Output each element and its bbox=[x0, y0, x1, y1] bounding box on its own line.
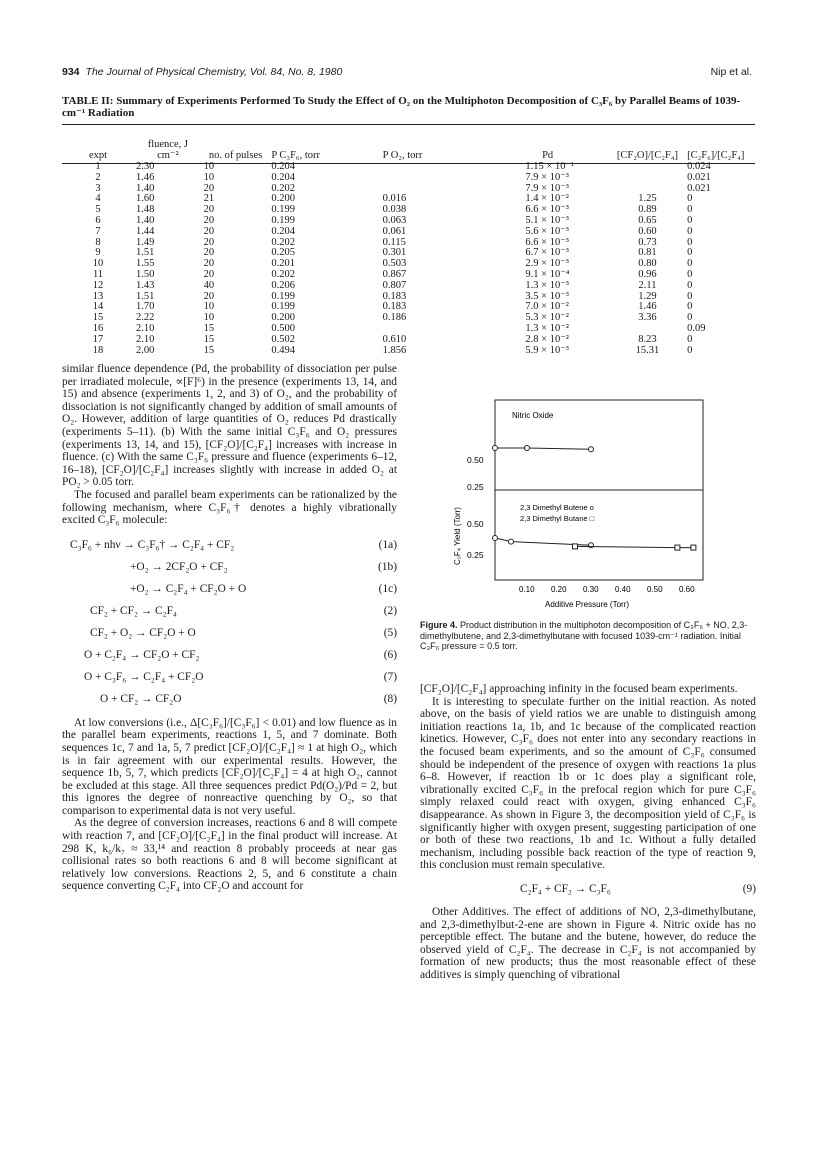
bottom-ytick-050: 0.50 bbox=[467, 519, 484, 529]
table-cell: 3 bbox=[95, 182, 101, 194]
table-cell: 0.183 bbox=[382, 290, 407, 302]
table-cell: 20 bbox=[203, 214, 215, 226]
table-cell: 0.021 bbox=[687, 171, 711, 183]
table-cell: 0.503 bbox=[382, 258, 407, 270]
table-cell: 0.199 bbox=[271, 301, 295, 313]
table-cell: 0 bbox=[687, 312, 693, 324]
table-cell: 0.89 bbox=[638, 204, 657, 216]
table-cell: 0.115 bbox=[382, 236, 406, 248]
table-cell: 2.8 × 10⁻² bbox=[525, 333, 569, 345]
equation bbox=[70, 623, 397, 645]
table-cell: 5 bbox=[95, 204, 101, 216]
table-cell: 7 bbox=[95, 225, 101, 237]
equation-number: (9) bbox=[742, 882, 756, 895]
equation-number: (1b) bbox=[378, 561, 397, 574]
table-cell: 1.51 bbox=[136, 290, 155, 302]
data-point bbox=[691, 545, 696, 550]
table-cell: 0.301 bbox=[382, 247, 407, 259]
equation bbox=[70, 645, 397, 667]
table-cell: 2.10 bbox=[136, 333, 155, 345]
table-cell: 0.65 bbox=[638, 214, 657, 226]
table-cell: 1.55 bbox=[136, 258, 155, 270]
x-axis-label: Additive Pressure (Torr) bbox=[545, 600, 630, 609]
equation bbox=[70, 667, 397, 689]
table-cell: 0.202 bbox=[271, 236, 295, 248]
table-cell: 8 bbox=[95, 236, 101, 248]
table-cell: 1 bbox=[95, 161, 101, 172]
table-cell: 11 bbox=[92, 268, 104, 280]
equation bbox=[70, 535, 397, 557]
equation bbox=[70, 601, 397, 623]
equation-expr: O + C₃F₆ → C₂F₄ + CF₂O bbox=[84, 671, 204, 684]
equation-number: (5) bbox=[383, 627, 397, 640]
figure-4-plot bbox=[420, 390, 756, 620]
table-cell: 0 bbox=[687, 279, 693, 291]
table-cell: 2 bbox=[95, 171, 101, 183]
table-cell: 0.199 bbox=[271, 214, 295, 226]
table-cell: 10 bbox=[203, 301, 215, 313]
table-cell: 1.70 bbox=[136, 301, 155, 313]
table-cell: 0.96 bbox=[638, 268, 657, 280]
table-cell: 8.23 bbox=[638, 333, 657, 345]
col-ratio-cf2o: [CF₂O]/[C₂F₄] bbox=[616, 150, 679, 162]
table-cell: 0.494 bbox=[271, 344, 295, 356]
table-cell: 0 bbox=[687, 301, 693, 313]
table-cell: 7.9 × 10⁻³ bbox=[525, 171, 569, 183]
table-cell: 9 bbox=[95, 247, 101, 259]
figure-4 bbox=[420, 390, 756, 640]
series-nitric-oxide bbox=[493, 446, 594, 452]
table-cell: 2.22 bbox=[136, 312, 155, 324]
table-cell: 20 bbox=[203, 236, 215, 248]
table-cell: 0 bbox=[687, 344, 693, 356]
table-cell: 4 bbox=[95, 193, 101, 205]
equation-expr: C₃F₆ + nhν → C₃F₆† → C₂F₄ + CF₂ bbox=[70, 539, 235, 552]
figure-caption-label: Figure 4. bbox=[420, 620, 458, 630]
equation bbox=[70, 689, 397, 711]
equation-number: (1a) bbox=[378, 539, 397, 552]
table-row bbox=[62, 227, 755, 238]
table-cell: 0.061 bbox=[382, 225, 407, 237]
x-tick-label: 0.20 bbox=[551, 585, 567, 594]
table-cell: 7.0 × 10⁻² bbox=[525, 301, 569, 313]
table-cell: 15.31 bbox=[635, 344, 660, 356]
equation-expr: +O₂ → C₂F₄ + CF₂O + O bbox=[130, 583, 247, 596]
table-cell: 10 bbox=[92, 258, 104, 270]
figure-caption bbox=[420, 620, 756, 652]
legend-dimethyl-butane: 2,3 Dimethyl Butane □ bbox=[520, 514, 595, 523]
table-cell: 0.205 bbox=[271, 247, 295, 259]
top-ytick-025: 0.25 bbox=[467, 482, 484, 492]
table-cell: 15 bbox=[203, 344, 215, 356]
table-cell bbox=[610, 173, 685, 184]
col-expt: expt bbox=[88, 150, 108, 162]
data-point bbox=[525, 446, 530, 451]
data-point bbox=[493, 536, 498, 541]
table-cell: 6.6 × 10⁻³ bbox=[525, 204, 569, 216]
table-cell: 3.5 × 10⁻³ bbox=[525, 290, 569, 302]
paragraph: Other Additives. The effect of additions of NO, 2,3-dimethylbutane, and 2,3-dimethylbut-2-ene are shown in Figure 4. Nitric oxide has no perceptible effect. The butane and the butene, however, do reduce the observed yield of C₂F₄. The decrease in C₂F₄ is not accompanied by formation of new products; thus the most reasonable effect of these additives is simply quenching of vibrational bbox=[420, 905, 756, 981]
legend-dimethyl-butene: 2,3 Dimethyl Butene o bbox=[520, 503, 594, 512]
table-body bbox=[62, 162, 755, 356]
table-cell: 20 bbox=[203, 225, 215, 237]
data-point bbox=[589, 447, 594, 452]
paragraph: [CF₂O]/[C₂F₄] approaching infinity in the focused beam experiments. bbox=[420, 683, 738, 695]
table-row bbox=[62, 335, 755, 346]
table-cell: 1.3 × 10⁻² bbox=[525, 322, 569, 334]
table-cell: 0.206 bbox=[271, 279, 295, 291]
table-cell: 0.73 bbox=[638, 236, 657, 248]
table-cell: 1.856 bbox=[382, 344, 407, 356]
table-cell: 0.60 bbox=[638, 225, 657, 237]
table-cell: 20 bbox=[203, 258, 215, 270]
table-cell: 0.186 bbox=[382, 312, 407, 324]
table-cell: 0.807 bbox=[382, 279, 407, 291]
table-cell: 3.36 bbox=[638, 312, 657, 324]
table-cell: 0 bbox=[687, 214, 693, 226]
col-pd: Pd bbox=[542, 150, 554, 162]
table-cell: 15 bbox=[203, 322, 215, 334]
legend-nitric-oxide: Nitric Oxide bbox=[512, 411, 554, 420]
table-cell: 0.199 bbox=[271, 290, 295, 302]
table-header-rule bbox=[62, 163, 755, 164]
left-column bbox=[62, 363, 397, 893]
table-cell: 0 bbox=[687, 236, 693, 248]
table-cell: 1.48 bbox=[136, 204, 155, 216]
x-tick-label: 0.40 bbox=[615, 585, 631, 594]
table-cell: 5.6 × 10⁻³ bbox=[525, 225, 569, 237]
table-cell: 40 bbox=[203, 279, 215, 291]
table-cell: 1.40 bbox=[136, 214, 155, 226]
table-cell: 0.202 bbox=[271, 268, 295, 280]
paragraph: The focused and parallel beam experiments can be rationalized by the following mechanism, where C₃F₆† denotes a highly vibrationally excited C₃F₆ molecule: bbox=[62, 488, 397, 527]
table-cell: 0.021 bbox=[687, 182, 711, 194]
table-cell: 2.9 × 10⁻³ bbox=[525, 258, 569, 270]
equation bbox=[70, 557, 397, 579]
equation-9 bbox=[420, 878, 756, 900]
table-cell: 2.10 bbox=[136, 322, 155, 334]
bottom-panel bbox=[467, 490, 703, 580]
table-cell: 6 bbox=[95, 214, 101, 226]
table-cell: 5.3 × 10⁻² bbox=[525, 312, 569, 324]
data-point bbox=[493, 446, 498, 451]
x-tick-label: 0.30 bbox=[583, 585, 599, 594]
table-cell: 10 bbox=[203, 171, 215, 183]
x-ticks bbox=[519, 585, 695, 594]
table-row bbox=[62, 173, 755, 184]
table-cell: 0.200 bbox=[271, 193, 295, 205]
table-cell: 0.016 bbox=[382, 193, 407, 205]
table-cell: 1.60 bbox=[136, 193, 155, 205]
equation-expr: O + C₂F₄ → CF₂O + CF₂ bbox=[84, 649, 200, 662]
paragraph: At low conversions (i.e., Δ[C₃F₆]/[C₃F₆] < 0.01) and low fluence as in the parallel beam experiments, reactions 1, 5, and 7 dominate. Both sequences 1c, 7 and 1a, 5, 7 predict [CF₂O]/[C₂F₄] ≈ 1 at high O₂, which is in fair agreement with our experimental results. However, the sequence 1b, 5, 7, which predicts [CF₂O]/[C₂F₄] = 4 at high O₂, cannot be excluded at this stage. All three sequences predict Pd(O₂)/Pd = 2, but this ignores the degree of nonreactive quenching by O₂, so that comparison to experimental data is not very useful. bbox=[62, 716, 397, 817]
table-cell: 0.200 bbox=[271, 312, 295, 324]
table-cell: 2.11 bbox=[638, 279, 657, 291]
table-cell: 0.063 bbox=[382, 214, 407, 226]
table-row bbox=[62, 313, 755, 324]
table-cell: 0.204 bbox=[271, 171, 295, 183]
table-cell: 0 bbox=[687, 204, 693, 216]
table-cell: 1.25 bbox=[638, 193, 657, 205]
data-table bbox=[62, 126, 755, 356]
data-point bbox=[509, 539, 514, 544]
equation-number: (6) bbox=[383, 649, 397, 662]
table-cell: 2.30 bbox=[136, 161, 155, 172]
equation-expr: C₂F₄ + CF₂ → C₃F₆ bbox=[520, 882, 611, 895]
table-cell: 21 bbox=[203, 193, 215, 205]
equation-number: (8) bbox=[383, 693, 397, 706]
equation-expr: O + CF₂ → CF₂O bbox=[100, 693, 182, 706]
x-tick-label: 0.10 bbox=[519, 585, 535, 594]
table-cell: 0.024 bbox=[687, 161, 711, 172]
table-cell: 1.50 bbox=[136, 268, 155, 280]
paragraph: similar fluence dependence (Pd, the probability of dissociation per pulse per irradiated molecule, ∝[F]⁶) in the presence (experiments 13, 14, and 15) and absence (experiments 1, 2, and 3) of O₂, and the probability of dissociation is not significantly changed by addition of small amounts of O₂. However, addition of large quantities of O₂ reduces Pd drastically (experiments 5–11). (b) With the same initial C₃F₆ and O₂ pressures (experiments 13, 14, and 15), [CF₂O]/[C₂F₄] increases with increase in fluence. (c) With the same C₃F₆ pressure and fluence (experiments 6–12, 16–18), [CF₂O]/[C₂F₄] increases slightly with increase in added O₂ at PO₂ > 0.05 torr. bbox=[62, 363, 397, 489]
paragraph: As the degree of conversion increases, reactions 6 and 8 will compete with reaction 7, and [CF₂O]/[C₂F₄] in the final product will increase. At 298 K, k₆/k₇ ≈ 33,¹⁴ and reaction 8 probably proceeds at near gas collisional rates so both reactions 6 and 8 will become significant at relatively low conversions. Reactions 2, 5, and 6 constitute a chain sequence converting C₂F₄ into CF₂O and account for bbox=[62, 817, 397, 893]
journal-citation: The Journal of Physical Chemistry, Vol. 84, No. 8, 1980 bbox=[85, 66, 343, 78]
table-cell: 20 bbox=[203, 204, 215, 216]
top-panel bbox=[467, 400, 703, 492]
table-row bbox=[62, 346, 755, 357]
equation-number: (1c) bbox=[378, 583, 397, 596]
col-pc3f6: P C₃F₆, torr bbox=[271, 150, 320, 162]
table-cell: 0.500 bbox=[271, 322, 295, 334]
table-cell: 17 bbox=[92, 333, 104, 345]
table-cell: 16 bbox=[92, 322, 104, 334]
series-line-no bbox=[495, 448, 591, 449]
equation bbox=[70, 579, 397, 601]
table-row bbox=[62, 281, 755, 292]
data-point bbox=[573, 544, 578, 549]
table-cell: 20 bbox=[203, 182, 215, 194]
table-cell: 1.46 bbox=[136, 171, 155, 183]
table-cell: 20 bbox=[203, 290, 215, 302]
table-cell: 14 bbox=[92, 301, 104, 313]
series-bottom bbox=[493, 536, 696, 551]
table-cell: 12 bbox=[92, 279, 104, 291]
table-cell: 1.4 × 10⁻² bbox=[525, 193, 569, 205]
table-cell: 1.49 bbox=[136, 236, 155, 248]
table-cell: 0.610 bbox=[382, 333, 407, 345]
equation-number: (7) bbox=[383, 671, 397, 684]
table-cell: 18 bbox=[92, 344, 104, 356]
equation-expr: CF₂ + CF₂ → C₂F₄ bbox=[90, 605, 177, 618]
table-cell: 1.51 bbox=[136, 247, 155, 259]
table-cell: 1.46 bbox=[638, 301, 657, 313]
table-cell: 7.9 × 10⁻³ bbox=[525, 182, 569, 194]
table-cell: 6.6 × 10⁻³ bbox=[525, 236, 569, 248]
table-cell: 5.1 × 10⁻³ bbox=[525, 214, 569, 226]
table-cell: 1.44 bbox=[136, 225, 155, 237]
table-cell: 2.00 bbox=[136, 344, 155, 356]
page-number: 934 bbox=[62, 66, 80, 78]
right-column bbox=[420, 683, 756, 981]
figure-caption-text: Product distribution in the multiphoton decomposition of C₃F₆ + NO, 2,3-dimethylbutene, and 2,3-dimethylbutane with focused 1039-cm⁻¹ radiation. Initial C₃F₆ pressure = 0.5 torr. bbox=[420, 620, 748, 651]
col-po2: P O₂, torr bbox=[382, 150, 423, 162]
table-cell: 0 bbox=[687, 247, 693, 259]
table-cell: 10 bbox=[203, 312, 215, 324]
table-cell bbox=[381, 173, 486, 184]
table-cell: 0 bbox=[687, 268, 693, 280]
table-cell: 0.867 bbox=[382, 268, 407, 280]
top-ytick-050: 0.50 bbox=[467, 455, 484, 465]
table-cell: 15 bbox=[203, 333, 215, 345]
table-cell: 0.202 bbox=[271, 182, 295, 194]
table-top-rule bbox=[62, 124, 755, 125]
equation-block bbox=[62, 535, 397, 711]
table-cell: 0.038 bbox=[382, 204, 407, 216]
table-cell: 0 bbox=[687, 258, 693, 270]
table-cell: 1.43 bbox=[136, 279, 155, 291]
table-cell: 5.9 × 10⁻³ bbox=[525, 344, 569, 356]
table-cell: 6.7 × 10⁻³ bbox=[525, 247, 569, 259]
table-cell: 20 bbox=[203, 247, 215, 259]
col-pulses: no. of pulses bbox=[208, 150, 263, 162]
paragraph: It is interesting to speculate further on the initial reaction. As noted above, on the basis of yield ratios we are unable to distinguish among initiation reactions 1a, 1b, and 1c because of the complicated reaction kinetics. However, C₃F₆ does not enter into any secondary reactions in the focused beam experiments, and so the amount of C₃F₆ consumed should be independent of the presence of oxygen with reactions 1a plus 6–8. However, if reaction 1b or 1c does play a significant role, vibrationally excited C₃F₆ in the prefocal region which for pure C₃F₆ simply relaxed could react with oxygen, giving enhanced C₃F₆ disappearance. As shown in Figure 3, the decomposition yield of C₃F₆ is significantly higher with oxygen present, suggesting participation of one or both of these two reactions, 1b and 1c. Without a fully detailed mechanism, including possible back reaction of the type of reaction 9, this conclusion must remain speculative. bbox=[420, 695, 756, 872]
table-cell: 0 bbox=[687, 290, 693, 302]
table-cell: 10 bbox=[203, 161, 215, 172]
table-caption: TABLE II: Summary of Experiments Performed To Study the Effect of O₂ on the Multiphoton Decomposition of C₃F₆ by Parallel Beams of 1039-cm⁻¹ Radiation bbox=[62, 95, 741, 119]
equation-expr: +O₂ → 2CF₂O + CF₂ bbox=[130, 561, 228, 574]
x-tick-label: 0.50 bbox=[647, 585, 663, 594]
table-cell: 9.1 × 10⁻⁴ bbox=[525, 268, 570, 280]
table-cell: 20 bbox=[203, 268, 215, 280]
table-cell: 1.29 bbox=[638, 290, 657, 302]
table-cell: 0.204 bbox=[271, 161, 295, 172]
x-tick-label: 0.60 bbox=[679, 585, 695, 594]
table-cell: 0.204 bbox=[271, 225, 295, 237]
equation-number: (2) bbox=[383, 605, 397, 618]
y-axis-label: C₂F₄ Yield (Torr) bbox=[453, 507, 462, 565]
table-cell: 15 bbox=[92, 312, 104, 324]
table-cell: 0.502 bbox=[271, 333, 295, 345]
table-cell: 1.40 bbox=[136, 182, 155, 194]
authors: Nip et al. bbox=[710, 66, 752, 78]
col-fluence: fluence, J cm⁻² bbox=[147, 139, 188, 162]
table-cell: 0.81 bbox=[638, 247, 657, 259]
table-cell: 13 bbox=[92, 290, 104, 302]
table-cell: 0.201 bbox=[271, 258, 295, 270]
table-cell: 0.199 bbox=[271, 204, 295, 216]
data-point bbox=[675, 545, 680, 550]
table-cell: 0.09 bbox=[687, 322, 706, 334]
table-cell: 0.183 bbox=[382, 301, 407, 313]
col-ratio-c2f6: [C₂F₆]/[C₂F₄] bbox=[687, 150, 745, 162]
table-cell: 0 bbox=[687, 225, 693, 237]
table-cell: 1.15 × 10⁻¹ bbox=[525, 161, 575, 172]
table-cell: 0 bbox=[687, 333, 693, 345]
table-cell: 0.80 bbox=[638, 258, 657, 270]
bottom-ytick-025: 0.25 bbox=[467, 550, 484, 560]
table-cell: 0 bbox=[687, 193, 693, 205]
equation-expr: CF₂ + O₂ → CF₂O + O bbox=[90, 627, 196, 640]
table-cell: 1.3 × 10⁻³ bbox=[525, 279, 569, 291]
